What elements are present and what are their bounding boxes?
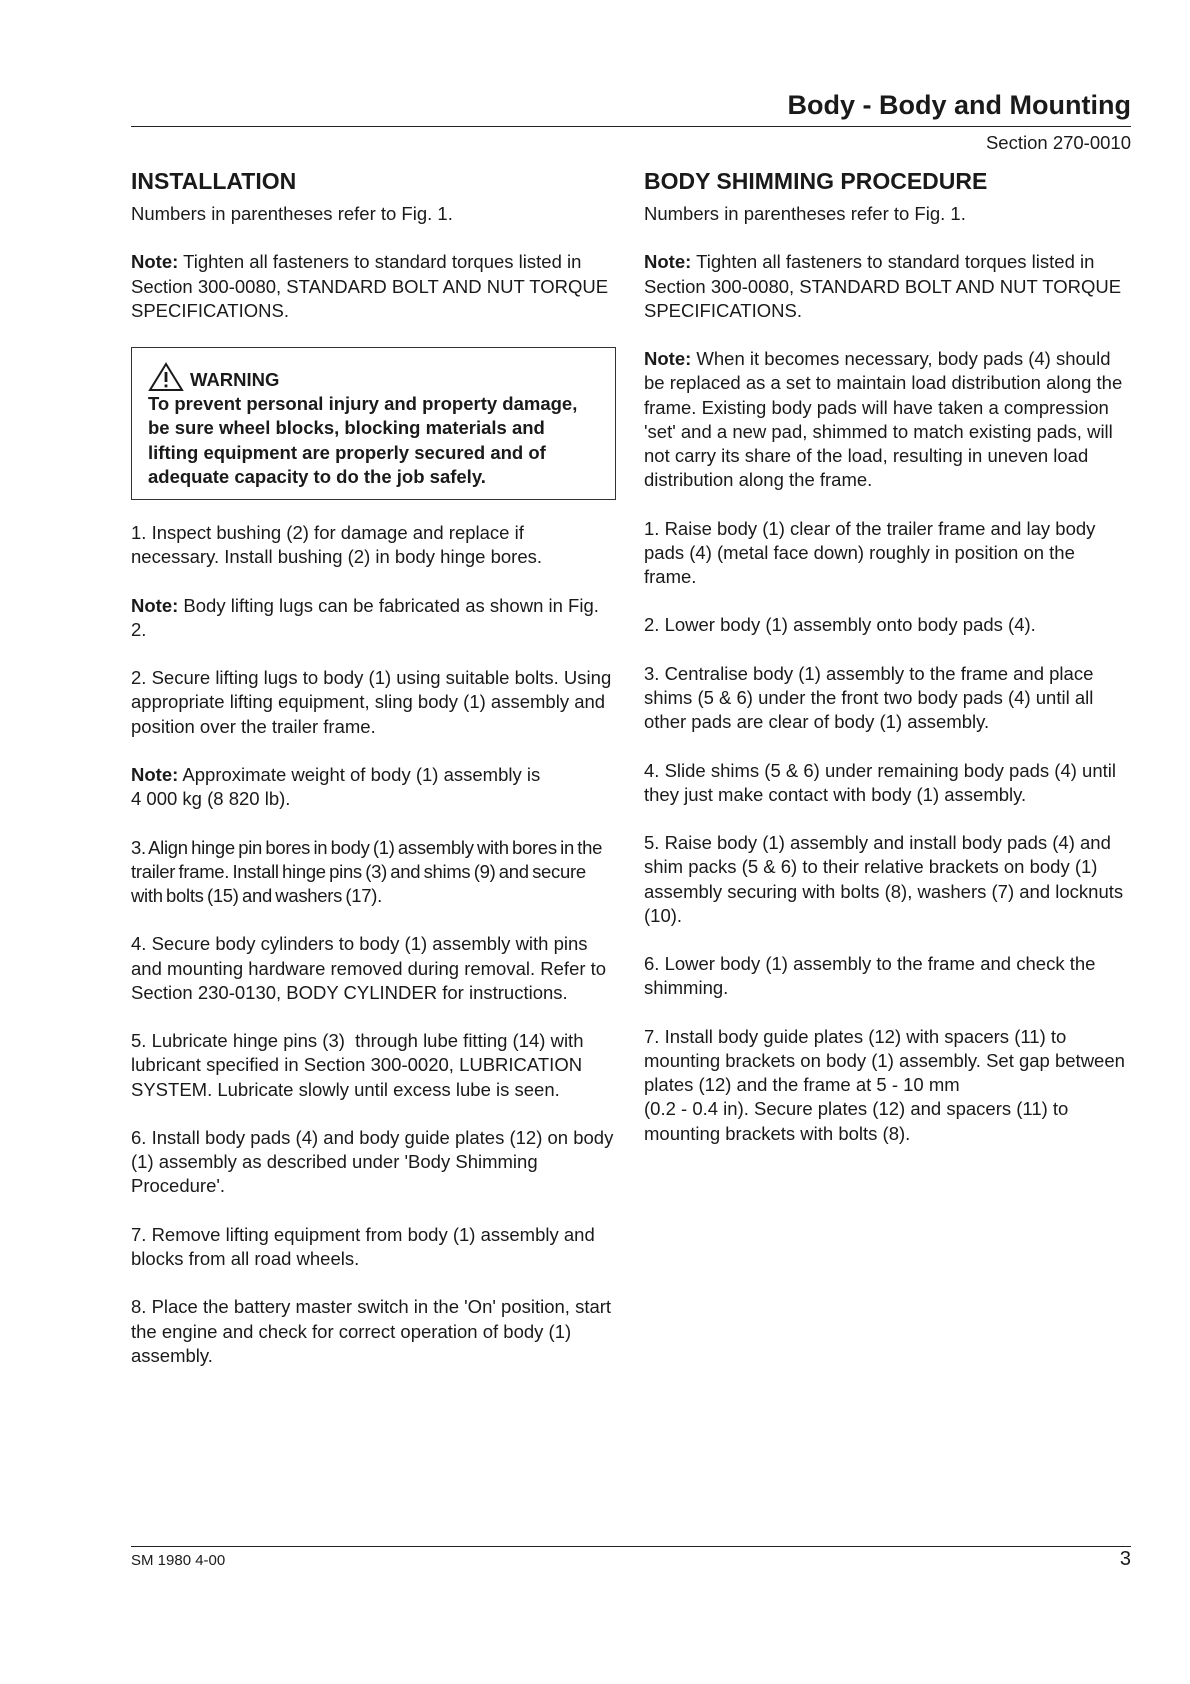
note-text-continued: 4 000 kg (8 820 lb). (131, 788, 291, 810)
note-label: Note: (131, 763, 179, 785)
installation-step-2: 2. Secure lifting lugs to body (1) using suitable bolts. Using appropriate lifting equipment, sling body (1) assembly and position over the trailer frame. (131, 667, 612, 737)
shimming-step-6: 6. Lower body (1) assembly to the frame and check the shimming. (644, 953, 1096, 999)
warning-text: To prevent personal injury and property damage, be sure wheel blocks, blocking materials and lifting equipment are properly secured and of adequate capacity to do the job safely. (148, 393, 578, 487)
section-number: Section 270-0010 (985, 132, 1131, 153)
installation-column (131, 166, 616, 1392)
installation-step-5: 5. Lubricate hinge pins (3) through lube fitting (14) with lubricant specified in Section 300-0020, LUBRICATION SYSTEM. Lubricate slowly until excess lube is seen. (131, 1030, 589, 1100)
shimming-step-4: 4. Slide shims (5 & 6) under remaining body pads (4) until they just make contact with body (1) assembly. (644, 759, 1116, 805)
shimming-step-2: 2. Lower body (1) assembly onto body pads (4). (644, 614, 1036, 636)
shimming-intro: Numbers in parentheses refer to Fig. 1. (644, 203, 966, 224)
footer-rule (131, 1546, 1131, 1547)
shimming-step-7 (644, 1025, 1131, 1146)
note-text: Tighten all fasteners to standard torques listed in Section 300-0080, STANDARD BOLT AND NUT TORQUE SPECIFICATIONS. (644, 251, 1122, 321)
installation-note-weight (131, 763, 616, 811)
note-label: Note: (131, 251, 179, 273)
header-rule (131, 126, 1131, 127)
step-text-continued: (0.2 - 0.4 in). Secure plates (12) and spacers (11) to mounting brackets with bolts (8). (644, 1098, 1069, 1144)
note-label: Note: (644, 251, 692, 273)
installation-step-8: 8. Place the battery master switch in the 'On' position, start the engine and check for correct operation of body (1) assembly. (131, 1296, 612, 1366)
installation-step-3: 3. Align hinge pin bores in body (1) assembly with bores in the trailer frame. Install hinge pins (3) and shims (9) and secure with bolts (15) and washers (17). (131, 836, 603, 906)
note-label: Note: (131, 594, 179, 616)
installation-step-7: 7. Remove lifting equipment from body (1) assembly and blocks from all road wheels. (131, 1223, 595, 1269)
footer-reference: SM 1980 4-00 (131, 1552, 226, 1569)
installation-heading: INSTALLATION (131, 168, 297, 194)
shimming-column (644, 166, 1131, 1170)
shimming-note-pads (644, 347, 1131, 492)
shimming-heading: BODY SHIMMING PROCEDURE (644, 168, 988, 194)
page-number: 3 (1119, 1548, 1131, 1570)
warning-triangle-icon (148, 362, 184, 392)
note-label: Note: (644, 348, 692, 370)
warning-title-row (148, 362, 599, 392)
installation-step-6: 6. Install body pads (4) and body guide plates (12) on body (1) assembly as described under 'Body Shimming Procedure'. (131, 1126, 614, 1197)
step-text: 7. Install body guide plates (12) with spacers (11) to mounting brackets on body (1) assembly. Set gap between plates (12) and the frame at 5 - 10 mm (644, 1025, 1125, 1096)
note-text: When it becomes necessary, body pads (4) should be replaced as a set to maintain load distribution along the frame. Existing body pads will have taken a compression 'set' and a new pad, shimmed to match existing pads, will not carry its share of the load, resulting in uneven load distribution along the frame. (644, 348, 1123, 491)
warning-title: WARNING (190, 368, 280, 390)
installation-step-4: 4. Secure body cylinders to body (1) assembly with pins and mounting hardware removed during removal. Refer to Section 230-0130, BODY CYLINDER for instructions. (131, 933, 607, 1003)
shimming-step-1: 1. Raise body (1) clear of the trailer frame and lay body pads (4) (metal face down) roughly in position on the frame. (644, 517, 1096, 587)
installation-note-lugs (131, 594, 616, 642)
installation-step-1: 1. Inspect bushing (2) for damage and replace if necessary. Install bushing (2) in body hinge bores. (131, 522, 543, 568)
page-title: Body - Body and Mounting (787, 90, 1131, 120)
note-text: Tighten all fasteners to standard torques listed in Section 300-0080, STANDARD BOLT AND NUT TORQUE SPECIFICATIONS. (131, 251, 609, 321)
shimming-step-3: 3. Centralise body (1) assembly to the frame and place shims (5 & 6) under the front two body pads (4) until all other pads are clear of body (1) assembly. (644, 662, 1094, 733)
installation-note-torque (131, 250, 616, 323)
shimming-step-5: 5. Raise body (1) assembly and install body pads (4) and shim packs (5 & 6) to their relative brackets on body (1) assembly securing with bolts (8), washers (7) and locknuts (10). (644, 832, 1124, 926)
shimming-note-torque (644, 250, 1131, 323)
warning-box (131, 347, 616, 500)
note-text: Body lifting lugs can be fabricated as shown in Fig. 2. (131, 594, 599, 640)
installation-intro: Numbers in parentheses refer to Fig. 1. (131, 203, 453, 224)
note-text: Approximate weight of body (1) assembly is (182, 763, 541, 785)
